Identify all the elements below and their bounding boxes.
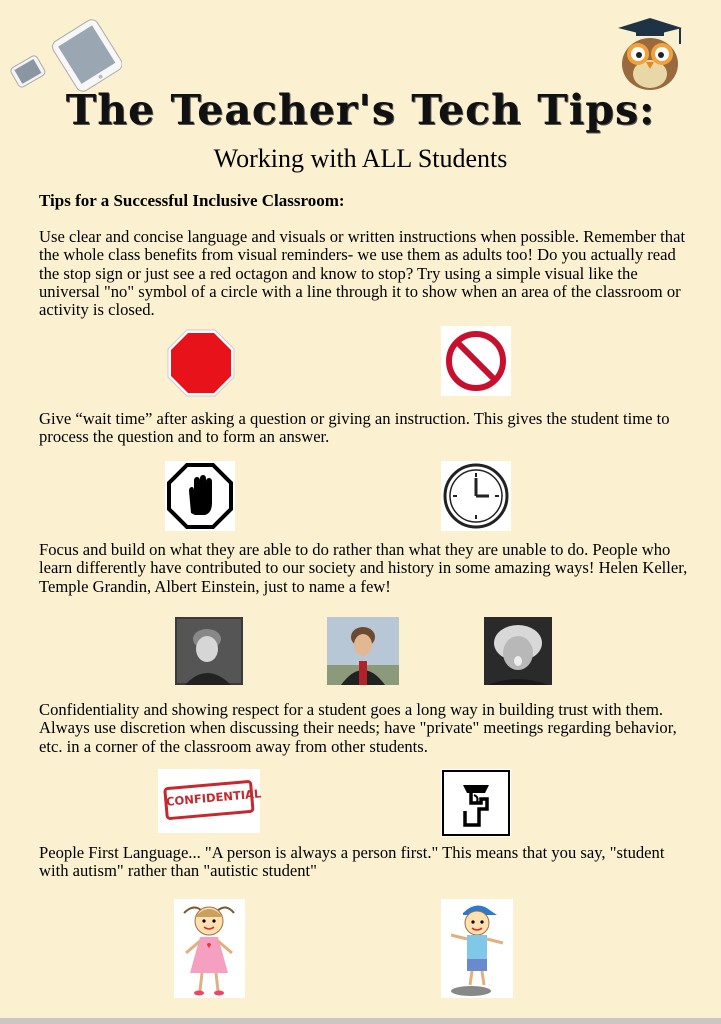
phones-icon (4, 14, 122, 92)
clock-icon (441, 461, 511, 531)
girl-cartoon-frame (174, 899, 245, 998)
confidential-stamp-label: CONFIDENTIAL (165, 786, 262, 809)
boy-cartoon-frame (441, 899, 513, 998)
owl-graduate-icon (610, 14, 688, 92)
stop-hand-icon (165, 461, 235, 531)
secret-agent-icon (441, 769, 511, 837)
bottom-bar (0, 1018, 721, 1024)
albert-einstein-photo (484, 617, 552, 685)
no-symbol-frame (441, 326, 511, 396)
tip-paragraph: Use clear and concise language and visuals or written instructions when possible. Remember that the whole class benefits from visual reminders- we use them as adults too! Do you actually read the stop sign or just see a red octagon and know to stop? Try using a simple visual like the universal "no" symbol of a circle with a line through it to show when an area of the classroom or activity is closed. (39, 227, 686, 320)
boy-cartoon-icon (441, 899, 513, 998)
page-title: The Teacher's Tech Tips: (65, 86, 656, 134)
clock-frame (441, 461, 511, 531)
helen-keller-photo (175, 617, 243, 685)
tip-paragraph: Give “wait time” after asking a question or giving an instruction. This gives the student time to process the question and to form an answer. (39, 409, 670, 447)
secret-agent-frame (441, 769, 511, 837)
temple-grandin-photo (327, 617, 399, 685)
confidential-stamp-frame (158, 769, 260, 833)
tip-paragraph: Confidentiality and showing respect for a student goes a long way in building trust with them. Always use discretion when discussing their needs; have "private" meetings regarding behavior, etc. in a corner of the classroom away from other students. (39, 700, 677, 756)
no-symbol-icon (441, 326, 511, 396)
girl-cartoon-icon (174, 899, 245, 998)
tip-paragraph: Focus and build on what they are able to do rather than what they are unable to do. People who learn differently have contributed to our society and history in some amazing ways! Helen Keller, Temple Grandin, Albert Einstein, just to name a few! (39, 540, 688, 596)
page-subtitle: Working with ALL Students (213, 144, 508, 173)
stop-sign-icon (166, 328, 236, 398)
section-heading: Tips for a Successful Inclusive Classroom: (39, 191, 345, 210)
tip-paragraph: People First Language... "A person is always a person first." This means that you say, "student with autism" rather than "autistic student" (39, 843, 665, 881)
stop-hand-frame (165, 461, 235, 531)
